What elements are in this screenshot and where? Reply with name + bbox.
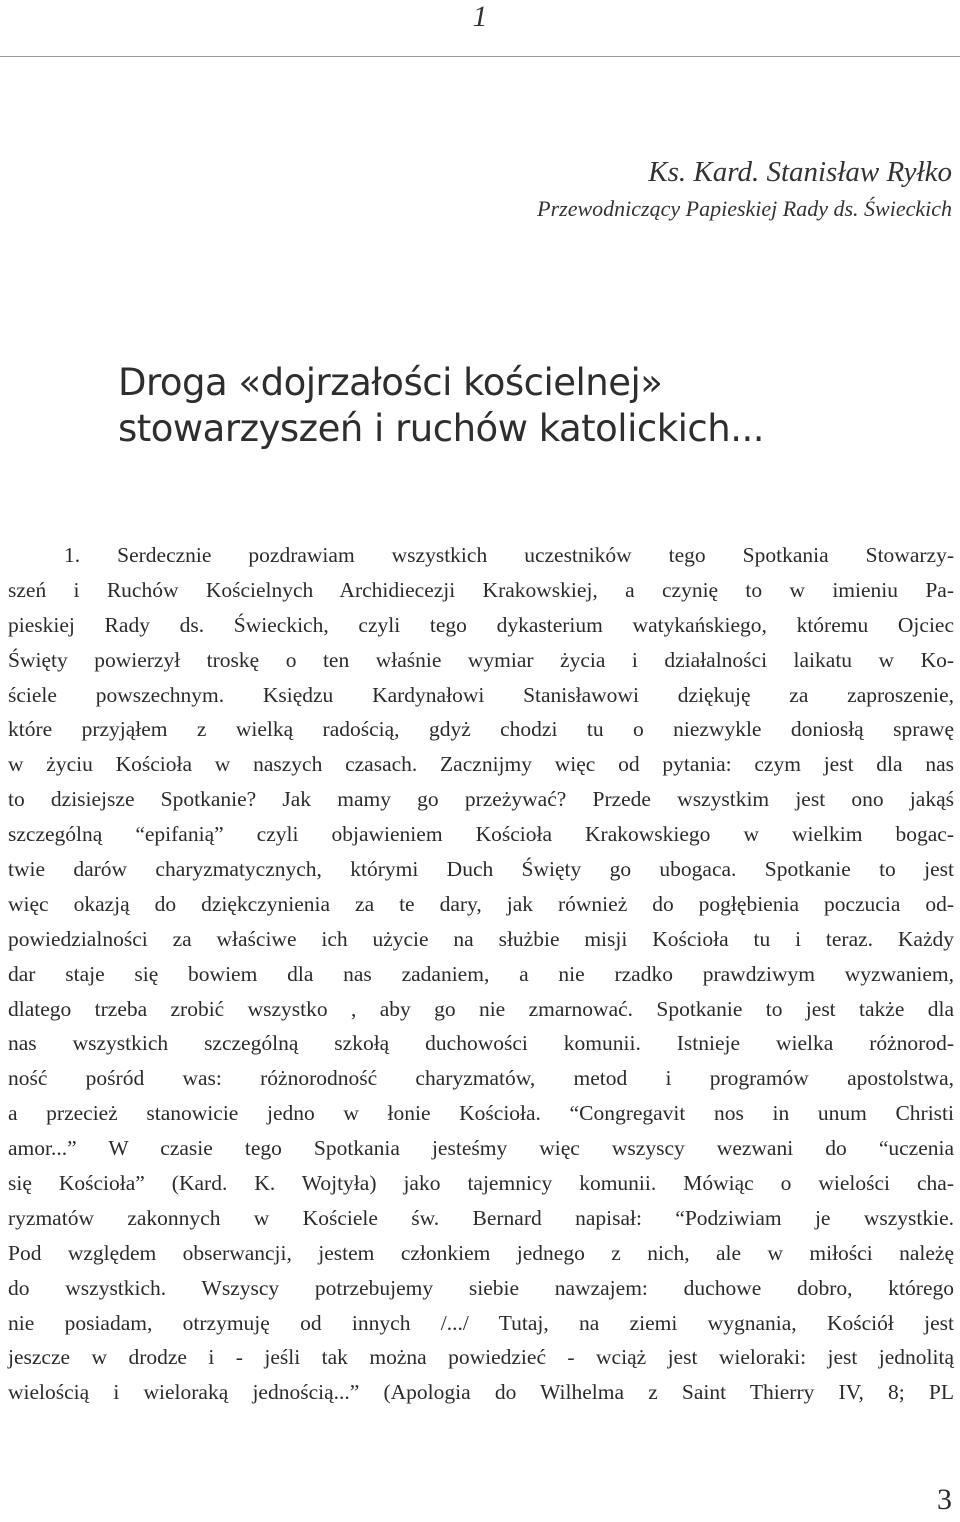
- author-block: [537, 152, 952, 226]
- body-line: Święty powierzył troskę o ten właśnie wymiar życia i działalności laikatu w Ko-: [8, 647, 954, 672]
- body-line: a przecież stanowicie jedno w łonie Kościoła. “Congregavit nos in unum Christi: [8, 1101, 954, 1126]
- body-line: nie posiadam, otrzymuję od innych /.../ Tutaj, na ziemi wygnania, Kościół jest: [8, 1310, 954, 1335]
- body-line: szeń i Ruchów Kościelnych Archidiecezji Krakowskiej, a czynię to w imieniu Pa-: [8, 577, 954, 602]
- body-line: twie darów charyzmatycznych, którymi Duch Święty go ubogaca. Spotkanie to jest: [8, 857, 954, 882]
- body-line: ryzmatów zakonnych w Kościele św. Bernard napisał: “Podziwiam je wszystkie.: [8, 1205, 954, 1230]
- body-line: szczególną “epifanią” czyli objawieniem Kościoła Krakowskiego w wielkim bogac-: [8, 822, 954, 847]
- body-line: 1. Serdecznie pozdrawiam wszystkich uczestników tego Spotkania Stowarzy-: [64, 543, 954, 567]
- body-line: nas wszystkich szczególną szkołą duchowości komunii. Istnieje wielka różnorod-: [8, 1031, 954, 1056]
- body-line: Pod względem obserwancji, jestem członkiem jednego z nich, ale w miłości należę: [8, 1240, 954, 1265]
- body-paragraph: [8, 538, 954, 1410]
- body-line: ność pośród was: różnorodność charyzmatów, metod i programów apostolstwa,: [8, 1066, 954, 1091]
- article-title-line-1: Droga «dojrzałości kościelnej»: [118, 361, 663, 404]
- body-line: to dzisiejsze Spotkanie? Jak mamy go przeżywać? Przede wszystkim jest ono jakąś: [8, 787, 954, 812]
- chapter-number: 1: [472, 0, 488, 33]
- body-line: powiedzialności za właściwe ich użycie na służbie misji Kościoła tu i teraz. Każdy: [8, 926, 954, 951]
- body-line: dar staje się bowiem dla nas zadaniem, a nie rzadko prawdziwym wyzwaniem,: [8, 961, 954, 986]
- article-title: [118, 360, 764, 452]
- body-line: amor...” W czasie tego Spotkania jesteśmy więc wszyscy wezwani do “uczenia: [8, 1136, 954, 1161]
- author-name: Ks. Kard. Stanisław Ryłko: [648, 156, 952, 188]
- header-rule: [0, 56, 960, 57]
- body-line: więc okazją do dziękczynienia za te dary, jak również do pogłębienia poczucia od-: [8, 891, 954, 916]
- author-role: Przewodniczący Papieskiej Rady ds. Świeckich: [537, 196, 952, 221]
- body-line: jeszcze w drodze i - jeśli tak można powiedzieć - wciąż jest wieloraki: jest jednolitą: [8, 1345, 954, 1370]
- body-line: pieskiej Rady ds. Świeckich, czyli tego dykasterium watykańskiego, któremu Ojciec: [8, 612, 954, 637]
- body-line: które przyjąłem z wielką radością, gdyż chodzi tu o niezwykle doniosłą sprawę: [8, 717, 954, 742]
- page-number: 3: [937, 1483, 952, 1516]
- body-line: się Kościoła” (Kard. K. Wojtyła) jako tajemnicy komunii. Mówiąc o wielości cha-: [8, 1171, 954, 1196]
- body-line: dlatego trzeba zrobić wszystko , aby go nie zmarnować. Spotkanie to jest także dla: [8, 996, 954, 1021]
- article-title-line-2: stowarzyszeń i ruchów katolickich...: [118, 407, 764, 450]
- body-line: ściele powszechnym. Księdzu Kardynałowi Stanisławowi dziękuję za zaproszenie,: [8, 682, 954, 707]
- body-line: w życiu Kościoła w naszych czasach. Zacznijmy więc od pytania: czym jest dla nas: [8, 752, 954, 777]
- body-line: do wszystkich. Wszyscy potrzebujemy siebie nawzajem: duchowe dobro, którego: [8, 1275, 954, 1300]
- body-line: wielością i wieloraką jednością...” (Apologia do Wilhelma z Saint Thierry IV, 8; PL: [8, 1380, 954, 1405]
